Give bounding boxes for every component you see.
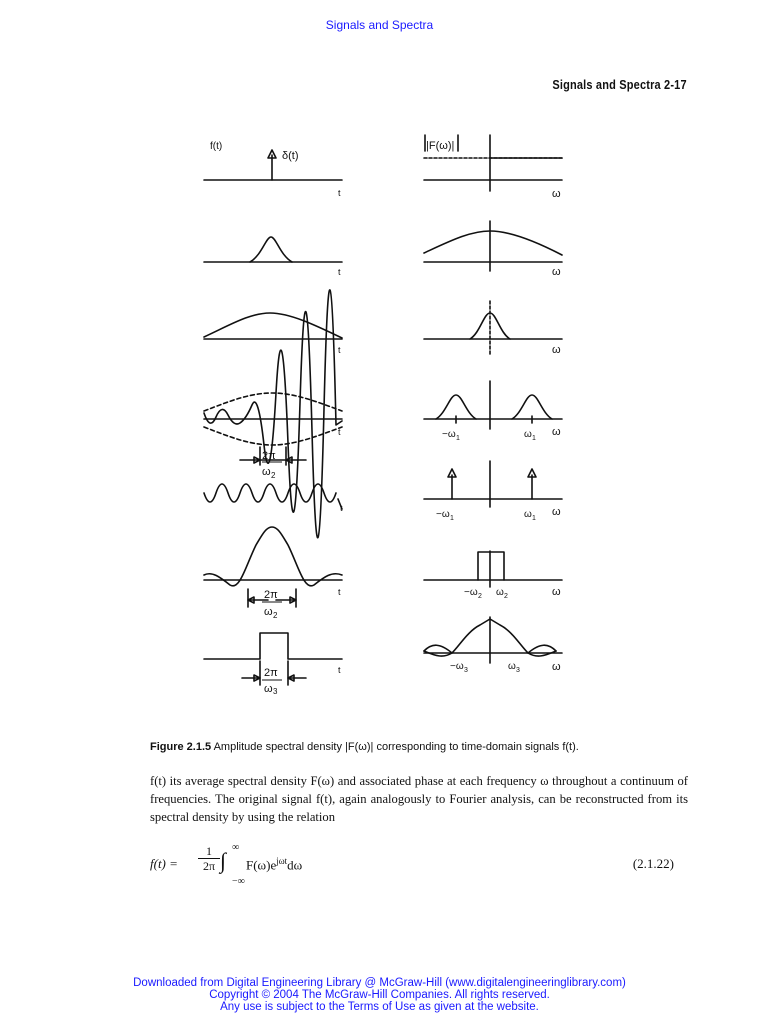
caption-text: Amplitude spectral density |F(ω)| corresponding to time-domain signals f(t). <box>213 741 579 753</box>
omega1-row5: ω <box>524 509 532 520</box>
equation-2-1-22 <box>150 842 688 892</box>
eq-integrand: $F(\omega)e^{j\omega t}d\omega$ <box>246 856 303 873</box>
right-axis-label: |F(ω)| <box>426 140 455 152</box>
w-label-3: ω <box>552 344 561 356</box>
rect-spectrum <box>478 552 504 580</box>
rect-pulse <box>204 633 342 659</box>
equation-number: (2.1.22) <box>632 856 674 871</box>
eq-fraction <box>198 844 220 873</box>
figure-2-1-5 <box>190 125 580 695</box>
omega3-den-row7: ω <box>264 683 273 695</box>
t-label-2: t <box>338 267 341 277</box>
integral-sign: ∫ <box>220 848 227 873</box>
eq-lower-limit: −∞ <box>232 876 245 887</box>
footer-line-2: Copyright © 2004 The McGraw-Hill Companies. All rights reserved. <box>209 989 550 1001</box>
omega3-row7: ω <box>508 661 516 672</box>
w-label-6: ω <box>552 586 561 598</box>
minus-omega2-row6: −ω <box>464 587 478 598</box>
t-label-4: t <box>338 427 341 437</box>
svg-text:2: 2 <box>478 593 482 600</box>
t-label-6: t <box>338 587 341 597</box>
figure-caption <box>150 741 710 753</box>
t-label-3: t <box>338 345 341 355</box>
impulse-label: δ(t) <box>282 150 299 162</box>
svg-text:1: 1 <box>532 515 536 522</box>
body-paragraph: f(t) its average spectral density F(ω) and associated phase at each frequency ω throughout a continuum of frequencies. The original signal f(t), again analogously to Fourier analysis, can be reconstructed from its spectral density by using the relation <box>150 774 688 824</box>
svg-text:2: 2 <box>273 611 278 620</box>
svg-text:1: 1 <box>456 435 460 442</box>
minus-omega1-row5: −ω <box>436 509 450 520</box>
w-label-5: ω <box>552 506 561 518</box>
eq-denominator: 2π <box>202 859 216 873</box>
caption-label: Figure 2.1.5 <box>150 741 212 753</box>
w-label-2: ω <box>552 266 561 278</box>
minus-omega1-row4: −ω <box>442 429 456 440</box>
left-axis-label: f(t) <box>210 141 223 152</box>
omega2-den-row6: ω <box>264 606 273 618</box>
running-head: Signals and Spectra 2-17 <box>552 78 687 92</box>
narrow-pulse <box>250 237 292 262</box>
envelope-upper <box>204 393 342 411</box>
footer-line-3[interactable]: Any use is subject to the Terms of Use as given at the website. <box>220 1001 539 1013</box>
eq-numerator: 1 <box>198 844 220 859</box>
top-link[interactable]: Signals and Spectra <box>325 18 434 32</box>
w-label-1: ω <box>552 188 561 200</box>
svg-text:3: 3 <box>464 667 468 674</box>
sinusoid <box>204 484 336 502</box>
w-label-4: ω <box>552 426 561 438</box>
two-pi-row6: 2π <box>264 589 278 601</box>
footer <box>0 977 759 1013</box>
svg-text:3: 3 <box>273 687 278 695</box>
footer-line-1[interactable]: Downloaded from Digital Engineering Library @ McGraw-Hill (www.digitalengineeringlibrary.com) <box>133 977 626 989</box>
w-label-7: ω <box>552 661 561 673</box>
two-pi-row4: 2π <box>262 450 276 462</box>
t-label-5: t <box>340 503 343 513</box>
svg-text:1: 1 <box>450 515 454 522</box>
minus-omega3-row7: −ω <box>450 661 464 672</box>
omega2-den-row4: ω <box>262 466 271 478</box>
t-label-1: t <box>338 188 341 198</box>
eq-upper-limit: ∞ <box>232 842 240 853</box>
two-pi-row7: 2π <box>264 667 278 679</box>
svg-text:3: 3 <box>516 667 520 674</box>
omega1-row4: ω <box>524 429 532 440</box>
t-label-7: t <box>338 665 341 675</box>
svg-text:2: 2 <box>271 471 276 480</box>
sinc-wave <box>204 527 342 586</box>
eq-lhs: f(t) = <box>150 856 178 871</box>
svg-text:1: 1 <box>532 435 536 442</box>
svg-text:2: 2 <box>504 593 508 600</box>
omega2-row6: ω <box>496 587 504 598</box>
wide-spectrum <box>424 231 562 255</box>
wide-pulse <box>204 313 342 338</box>
